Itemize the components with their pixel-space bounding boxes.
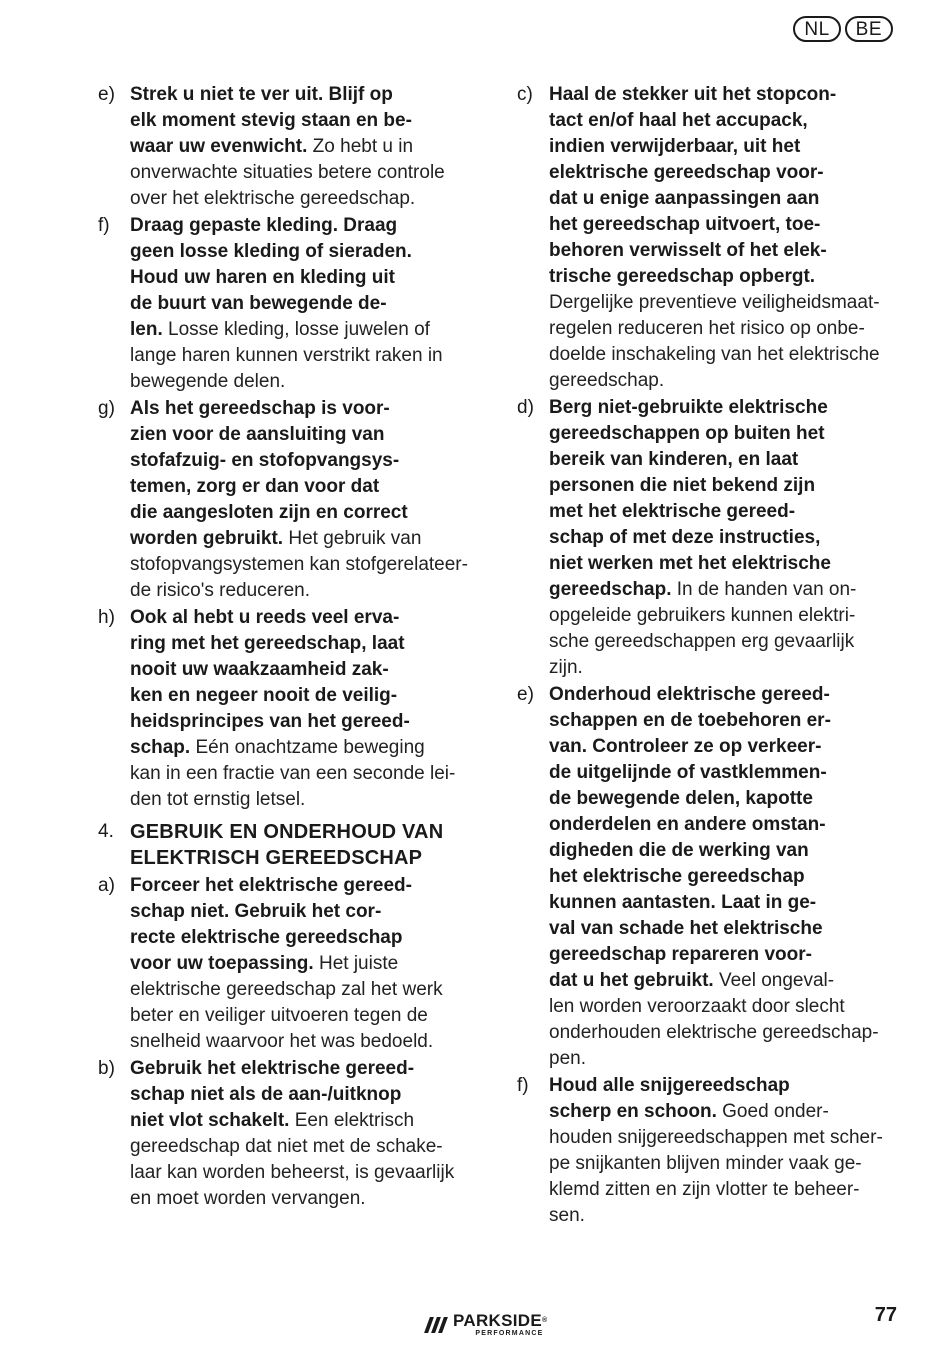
bold-text: voor uw toepassing. (130, 953, 319, 974)
text-line (130, 448, 468, 474)
bold-text: bereik van kinderen, en laat (549, 449, 799, 470)
text-line (549, 290, 899, 316)
list-item (517, 395, 899, 681)
regular-text: den tot ernstig letsel. (130, 789, 306, 810)
text-line (549, 1125, 899, 1151)
bold-text: het gereedschap uitvoert, toe- (549, 214, 821, 235)
left-items-after (98, 873, 468, 1212)
regular-text: Zo hebt u in (312, 136, 414, 157)
list-item (98, 1056, 468, 1212)
text-line (549, 864, 899, 890)
bold-text: worden gebruikt. (130, 528, 289, 549)
text-line (130, 317, 468, 343)
text-line (130, 1056, 468, 1082)
bold-text: scherp en schoon. (549, 1101, 723, 1122)
text-line (130, 605, 468, 631)
text-line (549, 421, 899, 447)
bold-text: digheden die de werking van (549, 840, 809, 861)
text-line (130, 526, 468, 552)
text-line (130, 213, 468, 239)
regular-text: bewegende delen. (130, 371, 286, 392)
text-line (130, 951, 468, 977)
text-line (130, 396, 468, 422)
text-line (130, 925, 468, 951)
bold-text: niet vlot schakelt. (130, 1110, 295, 1131)
text-line (549, 395, 899, 421)
regular-text: Het gebruik van (288, 528, 422, 549)
item-marker: c) (517, 84, 533, 105)
bold-text: schappen en de toebehoren er- (549, 710, 831, 731)
bold-text: Ook al hebt u reeds veel erva- (130, 607, 400, 628)
text-line (130, 239, 468, 265)
bold-text: schap niet. Gebruik het cor- (130, 901, 382, 922)
text-line (130, 186, 468, 212)
bold-text: Houd uw haren en kleding uit (130, 267, 395, 288)
regular-text: pe snijkanten blijven minder vaak ge- (549, 1153, 862, 1174)
section-title-line: ELEKTRISCH GEREEDSCHAP (130, 847, 423, 869)
text-line (549, 916, 899, 942)
regular-text: onderhouden elektrische gereedschap- (549, 1022, 879, 1043)
bold-text: recte elektrische gereedschap (130, 927, 403, 948)
text-line (549, 708, 899, 734)
text-line (549, 264, 899, 290)
list-item (98, 82, 468, 212)
item-marker: h) (98, 607, 115, 628)
item-text (130, 1056, 468, 1212)
regular-text: Dergelijke preventieve veiligheidsmaat- (549, 292, 880, 313)
text-line (130, 631, 468, 657)
item-marker: d) (517, 397, 534, 418)
regular-text: Veel ongeval- (718, 970, 835, 991)
right-column (517, 82, 899, 1230)
text-line (130, 291, 468, 317)
bold-text: ken en negeer nooit de veilig- (130, 685, 398, 706)
bold-text: gereedschap repareren voor- (549, 944, 812, 965)
text-line (549, 368, 899, 394)
text-line (130, 1160, 468, 1186)
regular-text: beter en veiliger uitvoeren tegen de (130, 1005, 428, 1026)
logo-subtitle: PERFORMANCE (475, 1330, 544, 1337)
bold-text: Houd alle snijgereedschap (549, 1075, 790, 1096)
item-text (549, 395, 899, 681)
text-line (130, 977, 468, 1003)
text-line (549, 682, 899, 708)
page-footer (0, 1300, 950, 1350)
regular-text: zijn. (549, 657, 583, 678)
bold-text: trische gereedschap opbergt. (549, 266, 816, 287)
regular-text: regelen reduceren het risico op onbe- (549, 318, 865, 339)
text-line (549, 238, 899, 264)
text-line (549, 551, 899, 577)
regular-text: Het juiste (318, 953, 399, 974)
text-line (130, 1134, 468, 1160)
text-line (549, 1099, 899, 1125)
item-text (130, 873, 468, 1055)
text-line (549, 786, 899, 812)
text-line (549, 577, 899, 603)
text-line (130, 1003, 468, 1029)
bold-text: gereedschap. (549, 579, 677, 600)
text-line (130, 657, 468, 683)
regular-text: sche gereedschappen erg gevaarlijk (549, 631, 855, 652)
bold-text: Gebruik het elektrische gereed- (130, 1058, 415, 1079)
bold-text: nooit uw waakzaamheid zak- (130, 659, 389, 680)
item-marker: e) (98, 84, 115, 105)
text-line (549, 968, 899, 994)
bold-text: niet werken met het elektrische (549, 553, 831, 574)
text-line (549, 1073, 899, 1099)
text-line (130, 1186, 468, 1212)
item-marker: a) (98, 875, 115, 896)
item-text (549, 682, 899, 1072)
text-line (130, 160, 468, 186)
text-line (549, 629, 899, 655)
left-items-before (98, 82, 468, 813)
text-line (549, 760, 899, 786)
item-text (130, 82, 468, 212)
item-text (130, 396, 468, 604)
bold-text: temen, zorg er dan voor dat (130, 476, 380, 497)
bold-text: personen die niet bekend zijn (549, 475, 816, 496)
bold-text: behoren verwisselt of het elek- (549, 240, 827, 261)
regular-text: houden snijgereedschappen met scher- (549, 1127, 883, 1148)
regular-text: kan in een fractie van een seconde lei- (130, 763, 456, 784)
bold-text: stofafzuig- en stofopvangsys- (130, 450, 400, 471)
text-line (130, 899, 468, 925)
text-line (549, 160, 899, 186)
bold-text: zien voor de aansluiting van (130, 424, 385, 445)
regular-text: pen. (549, 1048, 586, 1069)
list-item (98, 396, 468, 604)
text-line (549, 942, 899, 968)
bold-text: Onderhoud elektrische gereed- (549, 684, 830, 705)
regular-text: In de handen van on- (676, 579, 857, 600)
text-line (549, 525, 899, 551)
text-line (130, 369, 468, 395)
regular-text: elektrische gereedschap zal het werk (130, 979, 443, 1000)
text-line (549, 1177, 899, 1203)
text-line (549, 316, 899, 342)
language-badge-nl: NL (793, 16, 840, 42)
text-line (130, 552, 468, 578)
bold-text: Berg niet-gebruikte elektrische (549, 397, 828, 418)
list-item (517, 682, 899, 1072)
text-line (549, 82, 899, 108)
text-line (549, 1151, 899, 1177)
bold-text: gereedschappen op buiten het (549, 423, 825, 444)
right-items (517, 82, 899, 1229)
section-title (130, 819, 468, 871)
bold-text: Strek u niet te ver uit. Blijf op (130, 84, 393, 105)
section-number: 4. (98, 821, 114, 842)
text-line (130, 578, 468, 604)
regular-text: gereedschap. (549, 370, 665, 391)
regular-text: Een elektrisch (294, 1110, 415, 1131)
bold-text: kunnen aantasten. Laat in ge- (549, 892, 817, 913)
text-line (549, 812, 899, 838)
bold-text: van. Controleer ze op verkeer- (549, 736, 822, 757)
bold-text: len. (130, 319, 169, 340)
regular-text: de risico's reduceren. (130, 580, 310, 601)
bold-text: de buurt van bewegende de- (130, 293, 387, 314)
bold-text: schap niet als de aan-/uitknop (130, 1084, 402, 1105)
text-line (549, 734, 899, 760)
text-line (130, 422, 468, 448)
list-item (517, 82, 899, 394)
text-line (130, 1029, 468, 1055)
page-number: 77 (874, 1304, 897, 1326)
text-line (549, 655, 899, 681)
regular-text: Losse kleding, losse juwelen of (168, 319, 430, 340)
bold-text: schap of met deze instructies, (549, 527, 821, 548)
bold-text: met het elektrische gereed- (549, 501, 796, 522)
logo-slashes-icon (427, 1317, 445, 1333)
bold-text: Draag gepaste kleding. Draag (130, 215, 398, 236)
bold-text: elk moment stevig staan en be- (130, 110, 412, 131)
bold-text: het elektrische gereedschap (549, 866, 805, 887)
text-line (130, 1082, 468, 1108)
item-text (549, 1073, 899, 1229)
text-line (130, 787, 468, 813)
bold-text: onderdelen en andere omstan- (549, 814, 826, 835)
text-line (130, 683, 468, 709)
regular-text: Eén onachtzame beweging (195, 737, 425, 758)
text-line (549, 994, 899, 1020)
text-line (130, 761, 468, 787)
regular-text: len worden veroorzaakt door slecht (549, 996, 845, 1017)
text-line (130, 343, 468, 369)
item-marker: f) (98, 215, 110, 236)
regular-text: gereedschap dat niet met de schake- (130, 1136, 443, 1157)
text-line (130, 82, 468, 108)
list-item (98, 213, 468, 395)
bold-text: dat u het gebruikt. (549, 970, 719, 991)
bold-text: geen losse kleding of sieraden. (130, 241, 412, 262)
regular-text: onverwachte situaties betere controle (130, 162, 445, 183)
list-item (517, 1073, 899, 1229)
regular-text: stofopvangsystemen kan stofgerelateer- (130, 554, 468, 575)
bold-text: heidsprincipes van het gereed- (130, 711, 410, 732)
list-item (98, 605, 468, 813)
text-line (130, 709, 468, 735)
item-marker: f) (517, 1075, 529, 1096)
regular-text: klemd zitten en zijn vlotter te beheer- (549, 1179, 860, 1200)
section-heading (98, 819, 468, 871)
text-line (549, 603, 899, 629)
text-line (549, 447, 899, 473)
bold-text: Forceer het elektrische gereed- (130, 875, 412, 896)
bold-text: die aangesloten zijn en correct (130, 502, 408, 523)
bold-text: elektrische gereedschap voor- (549, 162, 824, 183)
text-line (549, 838, 899, 864)
regular-text: sen. (549, 1205, 585, 1226)
item-text (130, 213, 468, 395)
text-line (549, 108, 899, 134)
regular-text: en moet worden vervangen. (130, 1188, 366, 1209)
item-text (130, 605, 468, 813)
bold-text: schap. (130, 737, 196, 758)
text-line (130, 265, 468, 291)
text-line (549, 499, 899, 525)
text-line (130, 873, 468, 899)
regular-text: Goed onder- (722, 1101, 829, 1122)
regular-text: doelde inschakeling van het elektrische (549, 344, 880, 365)
text-line (130, 735, 468, 761)
item-text (549, 82, 899, 394)
text-line (130, 1108, 468, 1134)
text-line (549, 212, 899, 238)
regular-text: laar kan worden beheerst, is gevaarlijk (130, 1162, 455, 1183)
bold-text: de uitgelijnde of vastklemmen- (549, 762, 827, 783)
bold-text: Haal de stekker uit het stopcon- (549, 84, 837, 105)
text-line (549, 1020, 899, 1046)
regular-text: over het elektrische gereedschap. (130, 188, 416, 209)
bold-text: ring met het gereedschap, laat (130, 633, 405, 654)
regular-text: opgeleide gebruikers kunnen elektri- (549, 605, 856, 626)
text-line (130, 500, 468, 526)
text-line (549, 134, 899, 160)
bold-text: tact en/of haal het accupack, (549, 110, 808, 131)
text-line (130, 134, 468, 160)
item-marker: b) (98, 1058, 115, 1079)
list-item (98, 873, 468, 1055)
text-line (549, 1203, 899, 1229)
section-title-line: GEBRUIK EN ONDERHOUD VAN (130, 821, 444, 843)
bold-text: waar uw evenwicht. (130, 136, 313, 157)
text-line (130, 108, 468, 134)
text-line (549, 1046, 899, 1072)
text-line (130, 474, 468, 500)
item-marker: g) (98, 398, 115, 419)
regular-text: lange haren kunnen verstrikt raken in (130, 345, 443, 366)
text-line (549, 186, 899, 212)
text-line (549, 890, 899, 916)
left-column (98, 82, 468, 1213)
bold-text: de bewegende delen, kapotte (549, 788, 813, 809)
regular-text: snelheid waarvoor het was bedoeld. (130, 1031, 434, 1052)
parkside-logo (427, 1312, 547, 1338)
language-badge-be: BE (845, 16, 893, 42)
item-marker: e) (517, 684, 534, 705)
logo-brand: PARKSIDE® (453, 1311, 548, 1330)
bold-text: val van schade het elektrische (549, 918, 823, 939)
text-line (549, 473, 899, 499)
language-badges (793, 16, 893, 42)
bold-text: indien verwijderbaar, uit het (549, 136, 801, 157)
text-line (549, 342, 899, 368)
bold-text: Als het gereedschap is voor- (130, 398, 390, 419)
bold-text: dat u enige aanpassingen aan (549, 188, 820, 209)
